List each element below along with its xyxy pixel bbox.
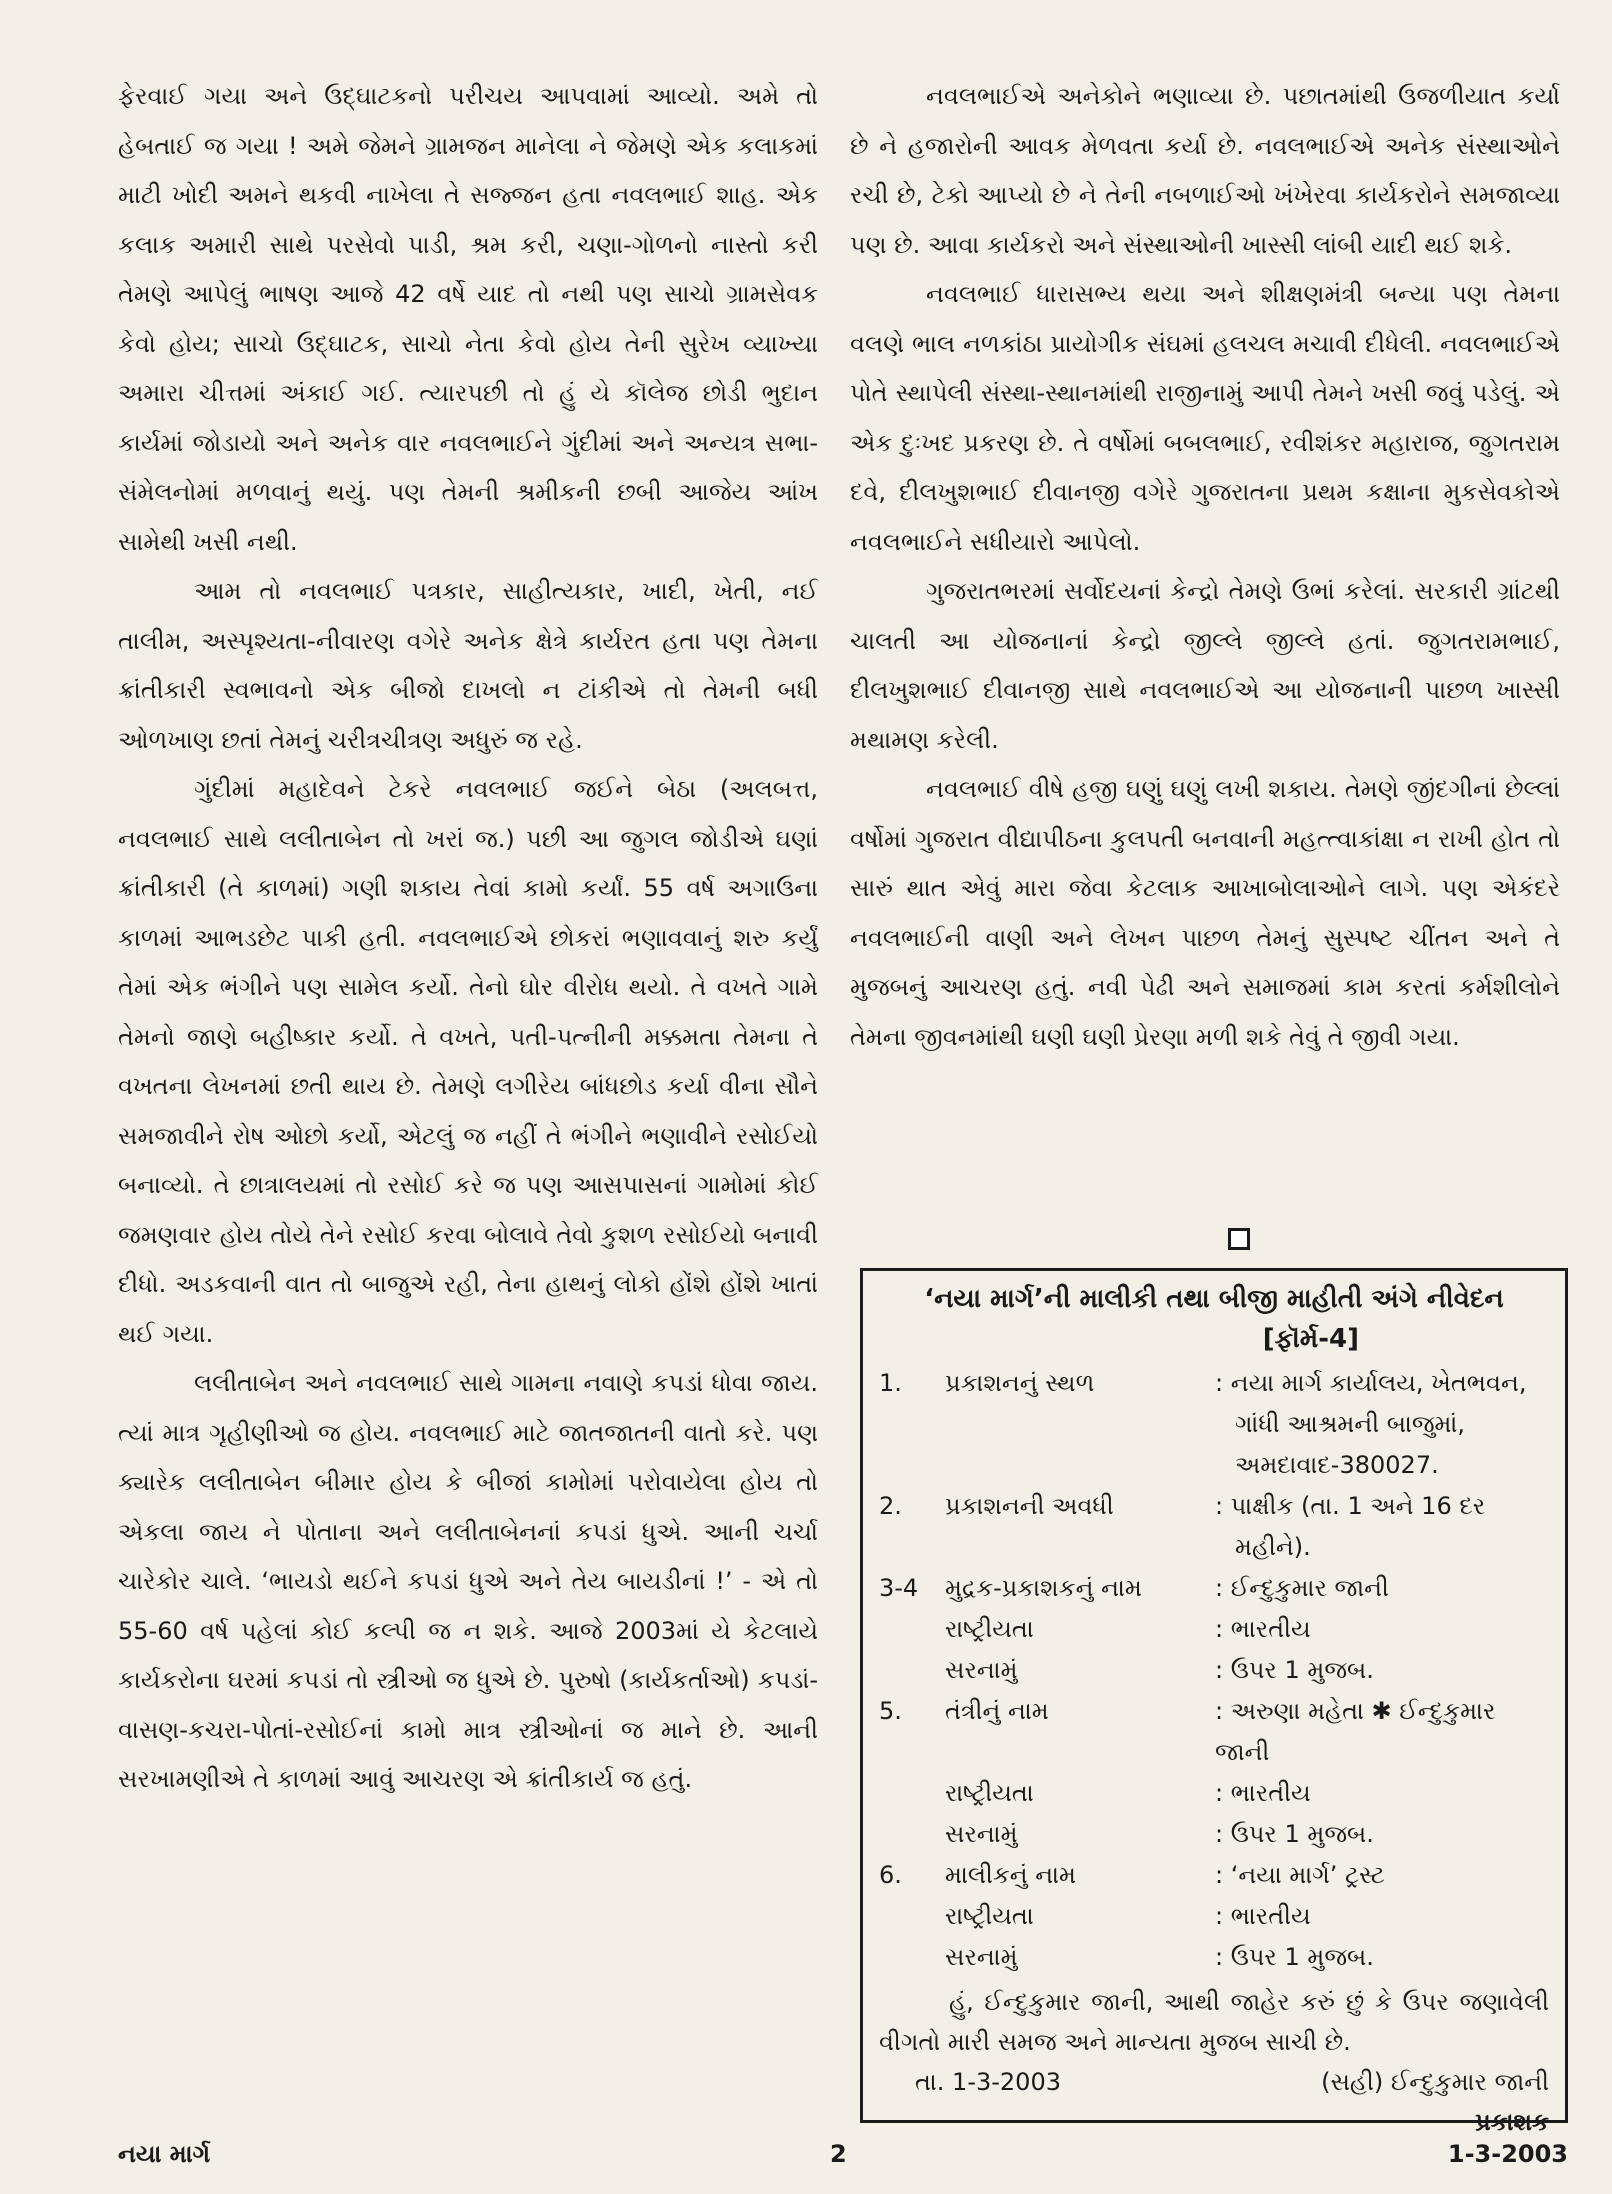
notice-row-value: : ‘નયા માર્ગ’ ટ્રસ્ટ <box>1215 1861 1385 1889</box>
notice-declaration: હું, ઈન્દુકુમાર જાની, આથી જાહેર કરું છું કે ઉપર જણાવેલી વીગતો મારી સમજ અને માન્યતા મુજબ સાચી છે. <box>879 1988 1549 2056</box>
notice-rows <box>879 1363 1549 1978</box>
notice-row <box>879 1814 1549 1855</box>
notice-row-number: 1. <box>879 1369 902 1397</box>
notice-row-value: : ઈન્દુકુમાર જાની <box>1215 1574 1389 1602</box>
notice-row-number: 5. <box>879 1697 902 1725</box>
notice-role: પ્રકાશક <box>1475 2108 1549 2136</box>
notice-row-value: અમદાવાદ-380027. <box>1235 1451 1439 1479</box>
paragraph: લલીતાબેન અને નવલભાઈ સાથે ગામના નવાણે કપડાં ધોવા જાય. ત્યાં માત્ર ગૃહીણીઓ જ હોય. નવલભાઈ માટે જાતજાતની વાતો કરે. પણ ક્યારેક લલીતાબેન બીમાર હોય કે બીજાં કામોમાં પરોવાયેલા હોય તો એકલા જાય ને પોતાના અને લલીતાબેનનાં કપડાં ધુએ. આની ચર્ચા ચારેકોર ચાલે. ‘ભાયડો થઈને કપડાં ધુએ અને તેય બાયડીનાં !’ - એ તો 55-60 વર્ષ પહેલાં કોઈ કલ્પી જ ન શકે. આજે 2003માં યે કેટલાયે કાર્યકરોના ઘરમાં કપડાં તો સ્ત્રીઓ જ ધુએ છે. પુરુષો (કાર્યકર્તાઓ) કપડાં-વાસણ-કચરા-પોતાં-રસોઈનાં કામો માત્ર સ્ત્રીઓનાં જ માને છે. આની સરખામણીએ તે કાળમાં આવું આચરણ એ ક્રાંતીકાર્ય જ હતું. <box>118 1369 818 1793</box>
notice-row <box>879 1404 1549 1445</box>
right-column <box>850 72 1560 1062</box>
paragraph: ગુજરાતભરમાં સર્વોદયનાં કેન્દ્રો તેમણે ઉભાં કરેલાં. સરકારી ગ્રાંટથી ચાલતી આ યોજનાનાં કેન્દ્રો જીલ્લે જીલ્લે હતાં. જુગતરામભાઈ, દીલખુશભાઈ દીવાનજી સાથે નવલભાઈએ આ યોજનાની પાછળ ખાસ્સી મથામણ કરેલી. <box>850 577 1560 754</box>
notice-signature: (સહી) ઈન્દુકુમાર જાની <box>1321 2068 1549 2096</box>
notice-row-value: : ભારતીય <box>1215 1902 1311 1930</box>
footer-page-number: 2 <box>830 2140 847 2168</box>
notice-row <box>879 1445 1549 1486</box>
notice-row-value: : અરુણા મહેતા ✱ ઈન્દુકુમાર જાની <box>1215 1697 1496 1766</box>
end-of-article-square-icon <box>1228 1228 1250 1250</box>
notice-row-value: : ઉપર 1 મુજબ. <box>1215 1943 1374 1971</box>
notice-row-number <box>879 1609 945 1650</box>
notice-row-label: તંત્રીનું નામ <box>945 1697 1049 1725</box>
notice-row-value: મહીને). <box>1235 1533 1311 1561</box>
notice-date: તા. 1-3-2003 <box>915 2068 1061 2096</box>
notice-row <box>879 1527 1549 1568</box>
notice-row-label <box>945 1445 1215 1486</box>
notice-row <box>879 1568 1549 1609</box>
notice-date-signature <box>879 2062 1549 2102</box>
notice-row-value: : ઉપર 1 મુજબ. <box>1215 1656 1374 1684</box>
paragraph: આમ તો નવલભાઈ પત્રકાર, સાહીત્યકાર, ખાદી, ખેતી, નઈ તાલીમ, અસ્પૃશ્યતા-નીવારણ વગેરે અનેક ક્ષેત્રે કાર્યરત હતા પણ તેમના ક્રાંતીકારી સ્વભાવનો એક બીજો દાખલો ન ટાંકીએ તો તેમની બધી ઓળખાણ છતાં તેમનું ચરીત્રચીત્રણ અધુરું જ રહે. <box>118 577 818 754</box>
notice-row-label: રાષ્ટ્રીયતા <box>945 1902 1034 1930</box>
notice-row-label <box>945 1527 1215 1568</box>
notice-row-number <box>879 1445 945 1486</box>
notice-row-number <box>879 1896 945 1937</box>
notice-row <box>879 1609 1549 1650</box>
paragraph: નવલભાઈ વીષે હજી ઘણું ઘણું લખી શકાય. તેમણે જીંદગીનાં છેલ્લાં વર્ષોમાં ગુજરાત વીદ્યાપીઠના કુલપતી બનવાની મહત્ત્વાકાંક્ષા ન રાખી હોત તો સારું થાત એવું મારા જેવા કેટલાક આખાબોલાઓને લાગે. પણ એકંદરે નવલભાઈની વાણી અને લેખન પાછળ તેમનું સુસ્પષ્ટ ચીંતન અને તે મુજબનું આચરણ હતું. નવી પેઢી અને સમાજમાં કામ કરતાં કર્મશીલોને તેમના જીવનમાંથી ઘણી ઘણી પ્રેરણા મળી શકે તેવું તે જીવી ગયા. <box>850 775 1560 1051</box>
paragraph: ફેરવાઈ ગયા અને ઉદ્ઘાટકનો પરીચય આપવામાં આવ્યો. અમે તો હેબતાઈ જ ગયા ! અમે જેમને ગ્રામજન માનેલા ને જેમણે એક કલાકમાં માટી ખોદી અમને થકવી નાખેલા તે સજ્જન હતા નવલભાઈ શાહ. એક કલાક અમારી સાથે પરસેવો પાડી, શ્રમ કરી, ચણા-ગોળનો નાસ્તો કરી તેમણે આપેલું ભાષણ આજે 42 વર્ષે યાદ તો નથી પણ સાચો ગ્રામસેવક કેવો હોય; સાચો ઉદ્ઘાટક, સાચો નેતા કેવો હોય તેની સુરેખ વ્યાખ્યા અમારા ચીત્તમાં અંકાઈ ગઈ. ત્યારપછી તો હું યે કૉલેજ છોડી ભુદાન કાર્યમાં જોડાયો અને અનેક વાર નવલભાઈને ગુંદીમાં અને અન્યત્ર સભા-સંમેલનોમાં મળવાનું થયું. પણ તેમની શ્રમીકની છબી આજેય આંખ સામેથી ખસી નથી. <box>118 82 818 556</box>
notice-row <box>879 1773 1549 1814</box>
notice-row-label: પ્રકાશનની અવધી <box>945 1492 1114 1520</box>
notice-row-label: રાષ્ટ્રીયતા <box>945 1615 1034 1643</box>
notice-row-number: 2. <box>879 1492 902 1520</box>
notice-row-value: : ભારતીય <box>1215 1779 1311 1807</box>
notice-row-number <box>879 1814 945 1855</box>
notice-row <box>879 1650 1549 1691</box>
paragraph: નવલભાઈએ અનેકોને ભણાવ્યા છે. પછાતમાંથી ઉજળીયાત કર્યા છે ને હજારોની આવક મેળવતા કર્યા છે. નવલભાઈએ અનેક સંસ્થાઓને રચી છે, ટેકો આપ્યો છે ને તેની નબળાઈઓ ખંખેરવા કાર્યકરોને સમજાવ્યા પણ છે. આવા કાર્યકરો અને સંસ્થાઓની ખાસ્સી લાંબી યાદી થઈ શકે. <box>850 82 1560 259</box>
notice-row <box>879 1486 1549 1527</box>
notice-row-number: 6. <box>879 1861 902 1889</box>
notice-row-value: : ઉપર 1 મુજબ. <box>1215 1820 1374 1848</box>
ownership-notice-box <box>860 1268 1568 2136</box>
notice-row-label: મુદ્રક-પ્રકાશકનું નામ <box>945 1574 1142 1602</box>
notice-row-number <box>879 1527 945 1568</box>
footer-date: 1-3-2003 <box>1447 2140 1568 2168</box>
paragraph: ગુંદીમાં મહાદેવને ટેકરે નવલભાઈ જઈને બેઠા (અલબત્ત, નવલભાઈ સાથે લલીતાબેન તો ખરાં જ.) પછી આ જુગલ જોડીએ ઘણાં ક્રાંતીકારી (તે કાળમાં) ગણી શકાય તેવાં કામો કર્યાં. 55 વર્ષ અગાઉના કાળમાં આભડછેટ પાકી હતી. નવલભાઈએ છોકરાં ભણાવવાનું શરુ કર્યું તેમાં એક ભંગીને પણ સામેલ કર્યો. તેનો ઘોર વીરોધ થયો. તે વખતે ગામે તેમનો જાણે બહીષ્કાર કર્યો. તે વખતે, પતી-પત્નીની મક્કમતા તેમના તે વખતના લેખનમાં છતી થાય છે. તેમણે લગીરેય બાંધછોડ કર્યા વીના સૌને સમજાવીને રોષ ઓછો કર્યો, એટલું જ નહીં તે ભંગીને ભણાવીને રસોઈયો બનાવ્યો. તે છાત્રાલયમાં તો રસોઈ કરે જ પણ આસપાસનાં ગામોમાં કોઈ જમણવાર હોય તોયે તેને રસોઈ કરવા બોલાવે તેવો કુશળ રસોઈયો બનાવી દીધો. અડકવાની વાત તો બાજુએ રહી, તેના હાથનું લોકો હોંશે હોંશે ખાતાં થઈ ગયા. <box>118 775 818 1348</box>
notice-row <box>879 1855 1549 1896</box>
notice-row-label: સરનામું <box>945 1943 1018 1971</box>
notice-row-number <box>879 1773 945 1814</box>
notice-row-number <box>879 1650 945 1691</box>
notice-row-label <box>945 1404 1215 1445</box>
paragraph: નવલભાઈ ધારાસભ્ય થયા અને શીક્ષણમંત્રી બન્યા પણ તેમના વલણે ભાલ નળકાંઠા પ્રાયોગીક સંઘમાં હલચલ મચાવી દીધેલી. નવલભાઈએ પોતે સ્થાપેલી સંસ્થા-સ્થાનમાંથી રાજીનામું આપી તેમને ખસી જવું પડેલું. એ એક દુઃખદ પ્રકરણ છે. તે વર્ષોમાં બબલભાઈ, રવીશંકર મહારાજ, જુગતરામ દવે, દીલખુશભાઈ દીવાનજી વગેરે ગુજરાતના પ્રથમ કક્ષાના મુકસેવકોએ નવલભાઈને સધીયારો આપેલો. <box>850 280 1560 556</box>
notice-row-number <box>879 1404 945 1445</box>
notice-row-label: સરનામું <box>945 1656 1018 1684</box>
notice-form-number: [ફૉર્મ-4] <box>1262 1324 1359 1354</box>
notice-row <box>879 1896 1549 1937</box>
notice-row-value: : ભારતીય <box>1215 1615 1311 1643</box>
notice-row-number: 3-4 <box>879 1574 919 1602</box>
notice-row-value: : નયા માર્ગ કાર્યાલય, ખેતભવન, <box>1215 1369 1527 1397</box>
notice-row-value: ગાંધી આશ્રમની બાજુમાં, <box>1235 1410 1466 1438</box>
notice-row <box>879 1691 1549 1773</box>
notice-row-label: સરનામું <box>945 1820 1018 1848</box>
left-column <box>118 72 818 1805</box>
notice-row-value: : પાક્ષીક (તા. 1 અને 16 દર <box>1215 1492 1486 1520</box>
notice-title: ‘નયા માર્ગ’ની માલીકી તથા બીજી માહીતી અંગે નીવેદન <box>924 1284 1504 1314</box>
footer-publication-name: નયા માર્ગ <box>118 2140 211 2168</box>
notice-row <box>879 1937 1549 1978</box>
notice-row <box>879 1363 1549 1404</box>
notice-row-label: માલીકનું નામ <box>945 1861 1076 1889</box>
notice-row-number <box>879 1937 945 1978</box>
notice-row-label: પ્રકાશનનું સ્થળ <box>945 1369 1095 1397</box>
notice-row-label: રાષ્ટ્રીયતા <box>945 1779 1034 1807</box>
